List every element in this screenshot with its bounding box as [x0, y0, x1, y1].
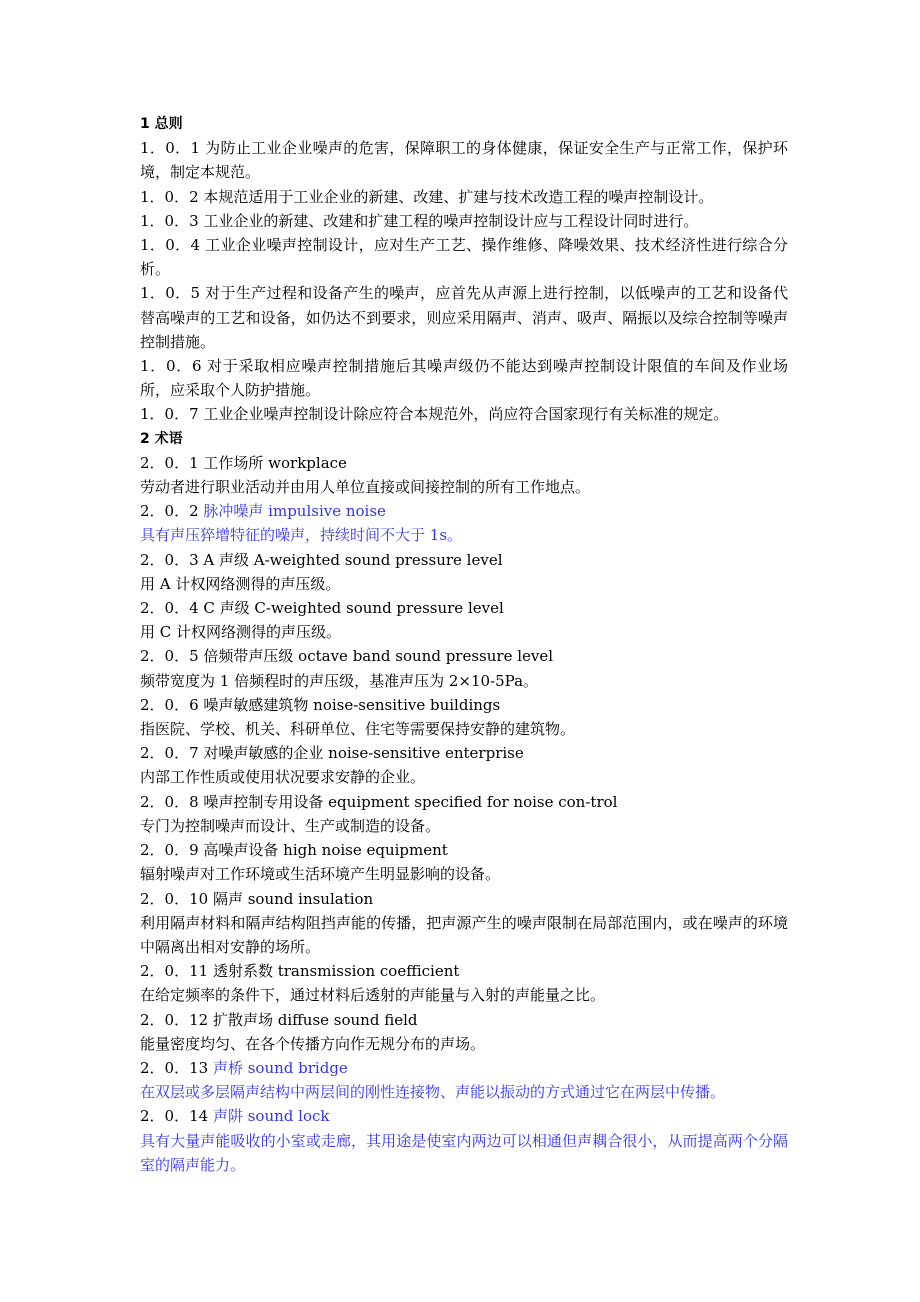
term-name: 倍频带声压级 octave band sound pressure level [203, 647, 554, 666]
term-definition: 辐射噪声对工作环境或生活环境产生明显影响的设备。 [140, 865, 501, 884]
term-name: 对噪声敏感的企业 noise-sensitive enterprise [203, 744, 524, 763]
term-name: 噪声敏感建筑物 noise-sensitive buildings [203, 695, 501, 714]
term-definition: 具有声压猝增特征的噪声，持续时间不大于 1s。 [140, 526, 463, 545]
term-definition: 劳动者进行职业活动并由用人单位直接或间接控制的所有工作地点。 [140, 478, 591, 497]
clause-1-0-3: 1．0．3 工业企业的新建、改建和扩建工程的噪声控制设计应与工程设计同时进行。 [140, 211, 699, 230]
term-number: 2．0．3 [140, 550, 204, 569]
clause-1-0-2: 1．0．2 本规范适用于工业企业的新建、改建、扩建与技术改造工程的噪声控制设计。 [140, 187, 714, 206]
term-number: 2．0．13 [140, 1058, 213, 1077]
term-number: 2．0．9 [140, 841, 204, 860]
section-2-heading: 2 术语 [140, 430, 183, 447]
term-title [140, 596, 788, 620]
term-title [140, 959, 788, 983]
term-definition: 专门为控制噪声而设计、生产或制造的设备。 [140, 816, 441, 835]
term-name: 脉冲噪声 impulsive noise [203, 502, 386, 521]
term-definition: 具有大量声能吸收的小室或走廊，其用途是使室内两边可以相通但声耦合很小，从而提高两个分隔室的隔声能力。 [140, 1131, 788, 1174]
term-title [140, 1056, 788, 1080]
term-name: C 声级 C-weighted sound pressure level [203, 599, 504, 618]
clause-1-0-1: 1．0．1 为防止工业企业噪声的危害，保障职工的身体健康，保证安全生产与正常工作，保护环境，制定本规范。 [140, 139, 788, 182]
term-name: 扩散声场 diffuse sound field [212, 1010, 418, 1029]
section-1-heading: 1 总则 [140, 116, 183, 132]
term-title [140, 887, 788, 911]
term-number: 2．0．4 [140, 599, 204, 618]
term-title [140, 548, 788, 572]
term-name: 噪声控制专用设备 equipment specified for noise con-trol [203, 792, 618, 811]
term-definition: 内部工作性质或使用状况要求安静的企业。 [140, 768, 426, 787]
term-number: 2．0．2 [140, 502, 204, 521]
term-number: 2．0．14 [140, 1107, 213, 1126]
term-name: 高噪声设备 high noise equipment [203, 841, 448, 860]
term-title [140, 644, 788, 668]
term-definition: 用 A 计权网络测得的声压级。 [140, 574, 341, 593]
term-name: 透射系数 transmission coefficient [212, 962, 460, 981]
term-definition: 指医院、学校、机关、科研单位、住宅等需要保持安静的建筑物。 [140, 720, 576, 739]
term-definition: 频带宽度为 1 倍频程时的声压级，基准声压为 2×10-5Pa。 [140, 671, 539, 690]
term-definition: 在双层或多层隔声结构中两层间的刚性连接物、声能以振动的方式通过它在两层中传播。 [140, 1083, 726, 1102]
clause-1-0-7: 1．0．7 工业企业噪声控制设计除应符合本规范外，尚应符合国家现行有关标准的规定。 [140, 405, 729, 424]
term-name: 声桥 sound bridge [212, 1058, 348, 1077]
term-number: 2．0．8 [140, 792, 204, 811]
term-title [140, 1008, 788, 1032]
term-name: 声阱 sound lock [212, 1107, 330, 1126]
term-title [140, 838, 788, 862]
term-number: 2．0．12 [140, 1010, 213, 1029]
term-definition: 利用隔声材料和隔声结构阻挡声能的传播，把声源产生的噪声限制在局部范围内，或在噪声的环境中隔离出相对安静的场所。 [140, 913, 788, 956]
document-page [140, 112, 788, 1177]
term-title [140, 1104, 788, 1128]
term-definition: 在给定频率的条件下，通过材料后透射的声能量与入射的声能量之比。 [140, 986, 606, 1005]
term-number: 2．0．7 [140, 744, 204, 763]
clause-1-0-4: 1．0．4 工业企业噪声控制设计，应对生产工艺、操作维修、降噪效果、技术经济性进行综合分析。 [140, 236, 788, 279]
term-name: 隔声 sound insulation [212, 889, 374, 908]
term-definition: 用 C 计权网络测得的声压级。 [140, 623, 342, 642]
term-number: 2．0．6 [140, 695, 204, 714]
term-title [140, 693, 788, 717]
term-number: 2．0．1 [140, 453, 204, 472]
term-title [140, 790, 788, 814]
term-number: 2．0．10 [140, 889, 213, 908]
term-title [140, 499, 788, 523]
clause-1-0-6: 1．0．6 对于采取相应噪声控制措施后其噪声级仍不能达到噪声控制设计限值的车间及作业场所，应采取个人防护措施。 [140, 357, 788, 400]
term-number: 2．0．11 [140, 962, 213, 981]
term-number: 2．0．5 [140, 647, 204, 666]
clause-1-0-5: 1．0．5 对于生产过程和设备产生的噪声，应首先从声源上进行控制，以低噪声的工艺和设备代替高噪声的工艺和设备，如仍达不到要求，则应采用隔声、消声、吸声、隔振以及综合控制等噪声控制措施。 [140, 284, 788, 351]
term-definition: 能量密度均匀、在各个传播方向作无规分布的声场。 [140, 1034, 486, 1053]
term-name: A 声级 A-weighted sound pressure level [203, 550, 503, 569]
term-name: 工作场所 workplace [203, 453, 347, 472]
term-title [140, 741, 788, 765]
term-title [140, 451, 788, 475]
